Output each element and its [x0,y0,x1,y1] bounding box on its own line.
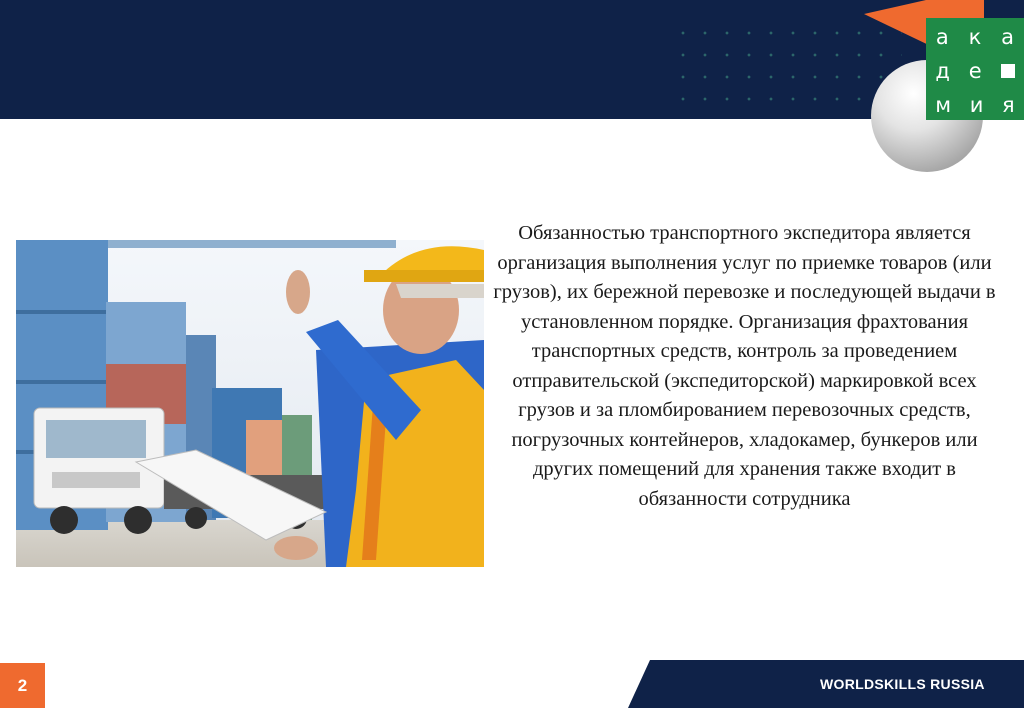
logo-square-icon [1001,64,1015,78]
slide-body-text: Обязанностью транспортного экспедитора является организация выполнения услуг по приемке товаров (или грузов), их бережной перевозке и последующей выдачи в установленном порядке. Организация фрахтования транспортных средств, контроль за проведением отправительской (экспедиторской) маркировкой всех грузов и за пломбированием перевозочных средств, погрузочных контейнеров, хладокамер, бункеров или других помещений для хранения также входит в обязанности сотрудника [493,222,996,510]
footer-brand-name: WORLDSKILLS RUSSIA [820,676,985,692]
logo-row-1 [926,26,1024,48]
akademiya-logo [926,18,1024,120]
logo-letter: я [1002,93,1015,117]
logistics-worker-photo [16,240,484,567]
logo-letter: м [935,93,952,117]
logo-letter: а [935,25,949,49]
logo-row-2 [926,60,1024,82]
logo-row-3 [926,94,1024,116]
page-number: 2 [17,675,28,695]
logo-letter: д [935,59,950,83]
logo-letter: к [968,25,982,49]
page-number-badge [0,663,45,708]
logo-letter: и [969,93,984,117]
logo-letter: е [968,59,982,83]
logo-letter: а [1001,25,1015,49]
